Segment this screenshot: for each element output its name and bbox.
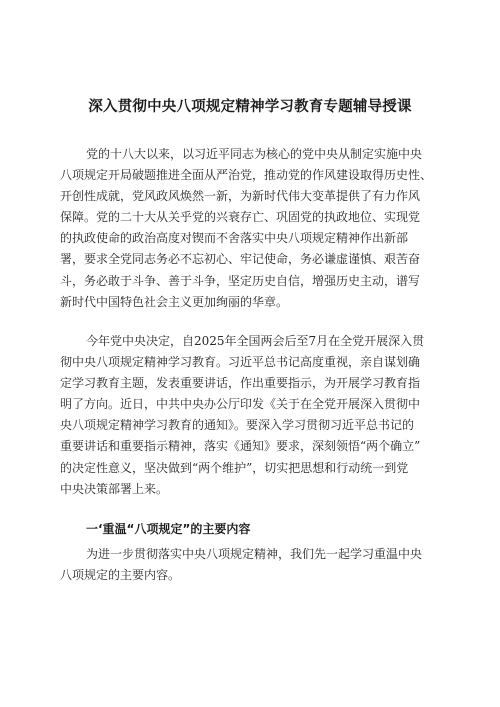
paragraph-intro (60, 144, 458, 313)
paragraph-line: 彻中央八项规定精神学习教育。习近平总书记高度重视，亲自谋划确 (60, 355, 421, 370)
paragraph-line: 明了方向。近日，中共中央办公厅印发《关于在全党开展深入贯彻中 (60, 397, 421, 412)
paragraph-line: 斗，务必敢于斗争、善于斗争，坚定历史自信，增强历史主动，谱写 (60, 273, 421, 288)
section-heading: 一‘重温“八项规定”的主要内容 (86, 522, 251, 536)
paragraph-line: 署，要求全党同志务必不忘初心、牢记使命，务必谦虚谨慎、艰苦奋 (60, 252, 421, 267)
paragraph-line: 央八项规定精神学习教育的通知》。要深入学习贯彻习近平总书记的 (60, 418, 415, 433)
paragraph-line: 党的十八大以来，以习近平同志为核心的党中央从制定实施中央 (86, 147, 423, 161)
document-title: 深入贯彻中央八项规定精神学习教育专题辅导授课 (88, 99, 412, 115)
paragraph-section-intro (60, 544, 458, 586)
paragraph-line: 的执政使命的政治高度对锲而不舍落实中央八项规定精神作出新部 (60, 231, 409, 246)
paragraph-line: 开创性成就，党风政风焕然一新，为新时代伟大变革提供了有力作风 (60, 189, 421, 204)
paragraph-line: 新时代中国特色社会主义更加绚丽的华章。 (60, 294, 289, 309)
paragraph-line: 中央决策部署上来。 (60, 481, 169, 496)
paragraph-decision (60, 331, 458, 500)
paragraph-line: 的决定性意义，坚决做到“两个维护”，切实把思想和行动统一到党 (60, 460, 409, 475)
paragraph-line: 八项规定的主要内容。 (60, 568, 181, 583)
paragraph-line: 保障。党的二十大从关乎党的兴衰存亡、巩固党的执政地位、实现党 (60, 210, 421, 225)
paragraph-line: 定学习教育主题，发表重要讲话，作出重要指示，为开展学习教育指 (60, 376, 421, 391)
paragraph-line: 今年党中央决定，自2025年全国两会后至7月在全党开展深入贯 (86, 334, 425, 348)
paragraph-line: 八项规定开局破题推进全面从严治党，推动党的作风建设取得历史性、 (60, 168, 433, 183)
paragraph-line: 为进一步贯彻落实中央八项规定精神，我们先一起学习重温中央 (86, 547, 423, 561)
paragraph-line: 重要讲话和重要指示精神，落实《通知》要求，深刻领悟“两个确立” (60, 439, 421, 454)
